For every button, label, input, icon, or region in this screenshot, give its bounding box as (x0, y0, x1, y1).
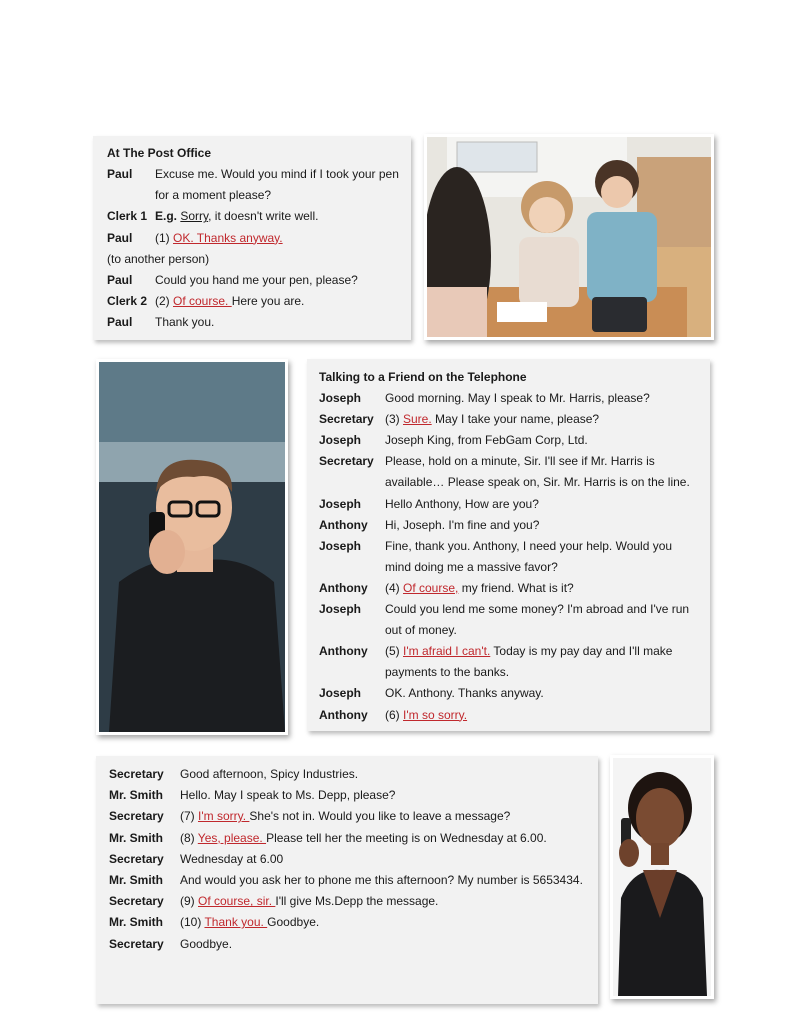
dialogue-line (180, 894, 438, 908)
speaker-name: Secretary (109, 851, 164, 866)
line-text: Good afternoon, Spicy Industries. (180, 767, 359, 781)
speaker-name: Paul (107, 273, 133, 287)
line-text: OK. Anthony. Thanks anyway. (385, 686, 544, 701)
post-office-title: At The Post Office (107, 146, 212, 160)
dialogue-line (385, 391, 650, 405)
line-text: Excuse me. Would you mind if I took your pen (155, 167, 399, 181)
speaker-name: Anthony (319, 707, 368, 722)
line-text: Here you are. (231, 294, 305, 309)
line-text: (7) (180, 809, 198, 824)
speaker-name: Mr. Smith (109, 873, 164, 887)
dialogue-line (385, 433, 588, 447)
dialogue-line (155, 188, 271, 202)
line-text: my friend. What is it? (458, 580, 574, 595)
speaker-name: Paul (107, 167, 133, 181)
line-text: Please tell her the meeting is on Wednesday at 6.00. (266, 830, 547, 845)
line-text: She's not in. Would you like to leave a message? (249, 809, 511, 824)
dialogue-line (155, 209, 318, 223)
line-text: (3) (385, 412, 403, 427)
speaker-name: Secretary (319, 412, 374, 427)
dialogue-line (107, 252, 209, 266)
line-text: Wednesday at 6.00 (180, 851, 284, 866)
dialogue-line (155, 294, 304, 308)
answer-text: Thank you. (204, 915, 268, 930)
answer-text: Sure. (403, 412, 432, 427)
line-text: May I take your name, please? (431, 412, 600, 427)
line-text: (6) (385, 707, 403, 722)
line-text: , it doesn't write well. (208, 209, 319, 224)
speaker-name: Secretary (109, 894, 164, 909)
speaker-name: Paul (107, 315, 133, 330)
line-text: (2) (155, 294, 173, 309)
answer-text: Yes, please. (197, 830, 267, 845)
speaker-name: Secretary (109, 936, 164, 951)
line-text: I'll give Ms.Depp the message. (275, 894, 439, 909)
speaker-name: Joseph (319, 686, 362, 701)
dialogue-line (155, 231, 283, 245)
line-text: (4) (385, 580, 403, 595)
speaker-name: Mr. Smith (109, 830, 164, 845)
line-text: Could you lend me some money? I'm abroad and I've run (385, 602, 690, 616)
dialogue-line (385, 686, 544, 700)
speaker-name: Clerk 1 (107, 209, 148, 224)
speaker-name: Joseph (319, 433, 362, 448)
dialogue-line (385, 539, 672, 553)
line-text: (to another person) (107, 251, 210, 266)
telephone-friend-title: Talking to a Friend on the Telephone (319, 370, 527, 384)
line-text: Goodbye. (180, 936, 233, 951)
dialogue-line (180, 873, 583, 887)
dialogue-line (385, 665, 509, 679)
speaker-name: Clerk 2 (107, 294, 148, 309)
speaker-name: Mr. Smith (109, 788, 164, 803)
line-text: mind doing me a massive favor? (385, 559, 558, 574)
line-text: Hello. May I speak to Ms. Depp, please? (180, 788, 396, 803)
speaker-name: Joseph (319, 602, 362, 616)
answer-text: I'm so sorry. (403, 707, 468, 722)
line-text: E.g. (155, 209, 181, 224)
answer-text: I'm afraid I can't. (403, 644, 491, 659)
students-office-photo (424, 134, 714, 340)
speaker-name: Joseph (319, 391, 362, 405)
line-text: available… Please speak on, Sir. Mr. Harris is on the line. (385, 475, 690, 490)
example-answer: Sorry (180, 209, 209, 224)
dialogue-line (385, 497, 539, 511)
line-text: Joseph King, from FebGam Corp, Ltd. (385, 433, 588, 448)
dialogue-line (385, 475, 690, 489)
line-text: Fine, thank you. Anthony, I need your help. Would you (385, 538, 673, 553)
dialogue-line (180, 937, 232, 951)
speaker-name: Paul (107, 230, 133, 245)
speaker-name: Anthony (319, 580, 368, 595)
dialogue-line (180, 852, 283, 866)
dialogue-line (385, 623, 457, 637)
line-text: Good morning. May I speak to Mr. Harris, please? (385, 391, 650, 405)
line-text: Hello Anthony, How are you? (385, 496, 539, 511)
speaker-name: Secretary (319, 454, 374, 469)
line-text: (1) (155, 230, 173, 245)
line-text: Today is my pay day and I'll make (490, 644, 673, 659)
line-text: (5) (385, 644, 403, 659)
line-text: out of money. (385, 623, 457, 638)
speaker-name: Anthony (319, 644, 368, 659)
line-text: (8) (180, 830, 198, 845)
line-text: Could you hand me your pen, please? (155, 273, 358, 287)
dialogue-line (180, 788, 395, 802)
dialogue-line (155, 167, 399, 181)
speaker-name: Anthony (319, 517, 368, 532)
line-text: Please, hold on a minute, Sir. I'll see if Mr. Harris is (385, 454, 655, 469)
line-text: Hi, Joseph. I'm fine and you? (385, 517, 540, 532)
man-on-phone-photo (96, 359, 288, 735)
speaker-name: Secretary (109, 809, 164, 824)
dialogue-line (385, 602, 689, 616)
dialogue-line (155, 315, 214, 329)
answer-text: OK. Thanks anyway. (173, 230, 283, 245)
dialogue-line (385, 412, 599, 426)
dialogue-line (180, 831, 547, 845)
answer-text: Of course. (173, 294, 232, 309)
line-text: (9) (180, 894, 198, 909)
dialogue-line (385, 644, 672, 658)
line-text: for a moment please? (155, 188, 272, 203)
dialogue-line (385, 454, 655, 468)
line-text: Thank you. (155, 315, 215, 330)
dialogue-line (385, 708, 467, 722)
speaker-name: Joseph (319, 538, 362, 553)
dialogue-line (385, 581, 574, 595)
dialogue-line (385, 560, 558, 574)
answer-text: I'm sorry. (198, 809, 250, 824)
dialogue-line (180, 809, 510, 823)
answer-text: Of course, (403, 580, 459, 595)
dialogue-line (385, 518, 539, 532)
line-text: Goodbye. (267, 915, 320, 930)
dialogue-line (180, 915, 319, 929)
speaker-name: Mr. Smith (109, 915, 164, 930)
secretary-photo (610, 755, 714, 999)
dialogue-line (155, 273, 358, 287)
dialogue-line (180, 767, 358, 781)
answer-text: Of course, sir. (198, 894, 276, 909)
line-text: (10) (180, 915, 205, 930)
line-text: And would you ask her to phone me this afternoon? My number is 5653434. (180, 873, 583, 887)
speaker-name: Secretary (109, 767, 164, 781)
line-text: payments to the banks. (385, 665, 510, 680)
speaker-name: Joseph (319, 496, 362, 511)
